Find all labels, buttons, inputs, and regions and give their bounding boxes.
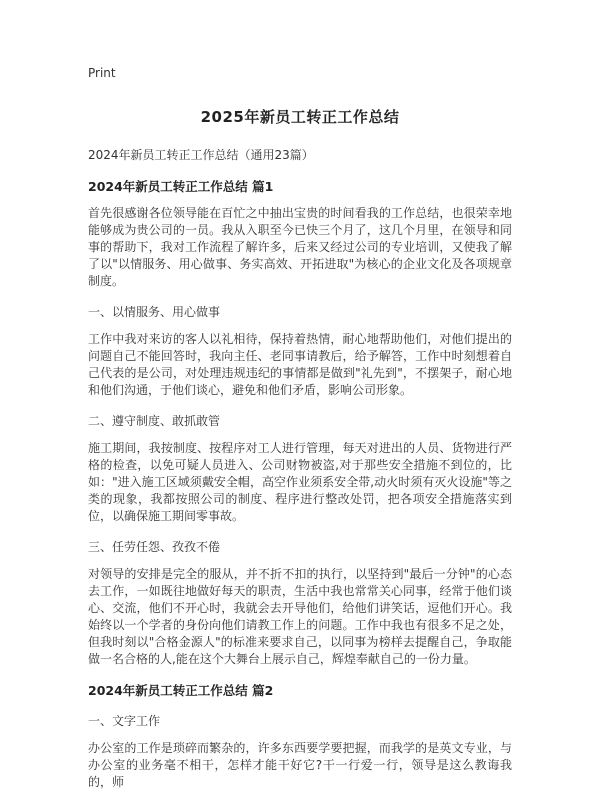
paragraph-service: 工作中我对来访的客人以礼相待，保持着热情，耐心地帮助他们，对他们提出的问题自己不能回答时，我向主任、老同事请教后，给予解答，工作中时刻想着自己代表的是公司，对处理违规违纪的事情都是做到"礼先到"，不摆架子，耐心地和他们沟通，于他们谈心，避免和他们矛盾，影响公司形象。: [88, 332, 512, 397]
section-subheading-3: 三、任劳任怨、孜孜不倦: [88, 540, 221, 554]
paragraph-discipline: 施工期间，我按制度、按程序对工人进行管理，每天对进出的人员、货物进行严格的检查，以免可疑人员进入、公司财物被盗,对于那些安全措施不到位的，比如："进入施工区域须戴安全帽，高空作业须系安全带,动火时须有灭火设施"等之类的现象，我都按照公司的制度、程序进行整改处罚，把各项安全措施落实到位，以确保施工期间零事故。: [88, 441, 512, 523]
paragraph-office-work: 办公室的工作是琐碎而繁杂的，许多东西要学要把握，而我学的是英文专业，与办公室的业务毫不相干，怎样才能干好它?干一行爱一行，领导是这么教诲我的，师: [88, 741, 512, 789]
article-heading-part1: 2024年新员工转正工作总结 篇1: [88, 179, 274, 194]
print-link[interactable]: Print: [88, 66, 116, 80]
section-subheading-1: 一、以情服务、用心做事: [88, 305, 221, 319]
article-heading-part2: 2024年新员工转正工作总结 篇2: [88, 683, 274, 698]
section-subheading-text-work: 一、文字工作: [88, 714, 161, 728]
page-title: 2025年新员工转正工作总结: [200, 108, 400, 126]
paragraph-intro: 首先很感谢各位领导能在百忙之中抽出宝贵的时间看我的工作总结，也很荣幸地能够成为贵公司的一员。我从入职至今已快三个月了，这几个月里，在领导和同事的帮助下，我对工作流程了解许多，后来又经过公司的专业培训，又使我了解了以"以情服务、用心做事、务实高效、开拓进取"为核心的企业文化及各项规章制度。: [88, 206, 512, 288]
document-subtitle: 2024年新员工转正工作总结（通用23篇）: [88, 148, 314, 162]
paragraph-dedication: 对领导的安排是完全的服从，并不折不扣的执行，以坚持到"最后一分钟"的心态去工作，一如既往地做好每天的职责，生活中我也常常关心同事，经常于他们谈心、交流，他们不开心时，我就会去开导他们，给他们讲笑话，逗他们开心。我始终以一个学者的身份向他们请教工作上的问题。工作中我也有很多不足之处，但我时刻以"合格金源人"的标准来要求自己，以同事为榜样去提醒自己，争取能做一名合格的人,能在这个大舞台上展示自己，辉煌奉献自己的一份力量。: [88, 567, 512, 666]
section-subheading-2: 二、遵守制度、敢抓敢管: [88, 414, 221, 428]
